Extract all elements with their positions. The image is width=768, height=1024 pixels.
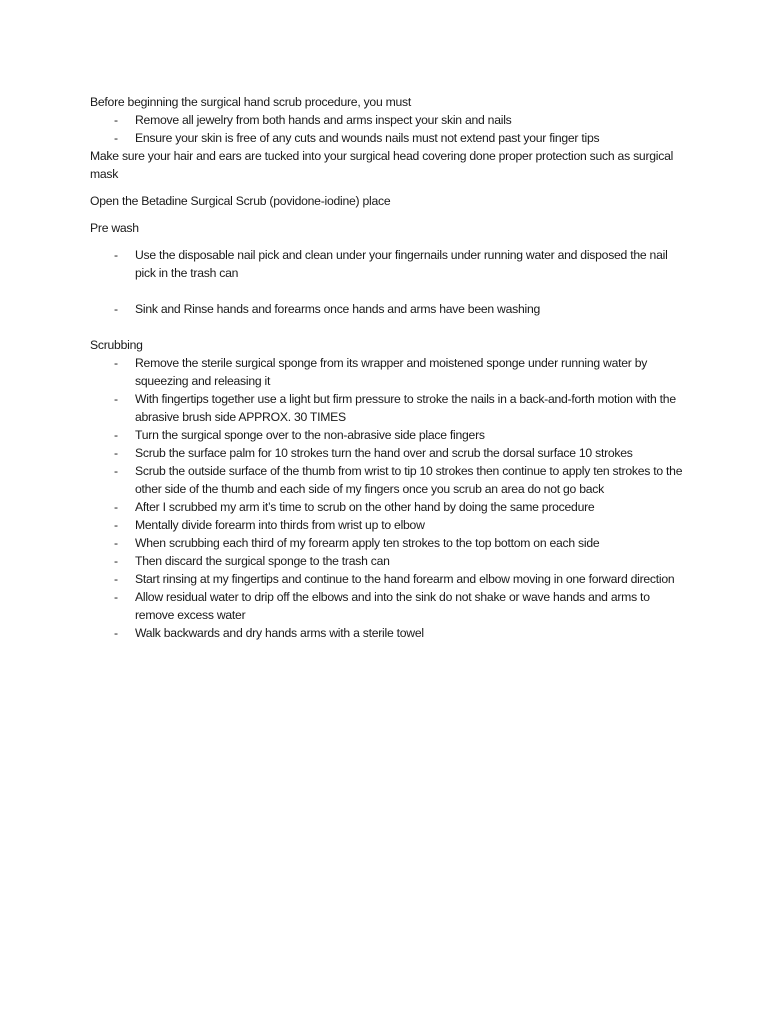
dash-bullet: - [114,554,118,568]
dash-bullet: - [114,113,118,127]
prewash-heading: Pre wash [90,221,139,235]
intro-list [90,111,690,147]
scrubbing-heading: Scrubbing [90,338,143,352]
list-item: - Walk backwards and dry hands arms with a sterile towel [114,626,424,640]
list-item: - Ensure your skin is free of any cuts and wounds nails must not extend past your finger tips [114,131,600,145]
list-item: - After I scrubbed my arm it’s time to scrub on the other hand by doing the same procedure [114,500,595,514]
dash-bullet: - [114,446,118,460]
list-item: - Allow residual water to drip off the elbows and into the sink do not shake or wave hands and arms to remove excess water [114,590,650,622]
list-item: - Remove the sterile surgical sponge from its wrapper and moistened sponge under running water by squeezing and releasing it [114,356,648,388]
intro-text: Before beginning the surgical hand scrub procedure, you must [90,95,412,109]
dash-bullet: - [114,500,118,514]
dash-bullet: - [114,392,118,406]
dash-bullet: - [114,131,118,145]
dash-bullet: - [114,428,118,442]
list-item: - Turn the surgical sponge over to the non-abrasive side place fingers [114,428,485,442]
list-item: - Remove all jewelry from both hands and arms inspect your skin and nails [114,113,512,127]
list-item: - Start rinsing at my fingertips and continue to the hand forearm and elbow moving in one forward direction [114,572,675,586]
dash-bullet: - [114,302,118,316]
dash-bullet: - [114,356,118,370]
prewash-list [90,246,690,318]
list-item: - Then discard the surgical sponge to the trash can [114,554,390,568]
dash-bullet: - [114,464,118,478]
list-item: - Scrub the surface palm for 10 strokes turn the hand over and scrub the dorsal surface 10 strokes [114,446,633,460]
dash-bullet: - [114,536,118,550]
dash-bullet: - [114,626,118,640]
list-item: - Use the disposable nail pick and clean under your fingernails under running water and disposed the nail pick in the trash can [114,248,668,280]
list-item: - Sink and Rinse hands and forearms once hands and arms have been washing [114,302,541,316]
list-item: - Scrub the outside surface of the thumb from wrist to tip 10 strokes then continue to apply ten strokes to the other side of the thumb and each side of my fingers once you scrub an area do not go back [114,464,683,496]
scrubbing-list [90,354,690,642]
document-page [90,93,690,642]
hair-note: Make sure your hair and ears are tucked into your surgical head covering done proper protection such as surgical mask [90,149,674,181]
dash-bullet: - [114,590,118,604]
list-item: - Mentally divide forearm into thirds from wrist up to elbow [114,518,425,532]
list-item: - When scrubbing each third of my forearm apply ten strokes to the top bottom on each side [114,536,600,550]
dash-bullet: - [114,572,118,586]
dash-bullet: - [114,248,118,262]
open-step: Open the Betadine Surgical Scrub (povidone-iodine) place [90,194,391,208]
dash-bullet: - [114,518,118,532]
list-item: - With fingertips together use a light but firm pressure to stroke the nails in a back-and-forth motion with the abrasive brush side APPROX. 30 TIMES [114,392,676,424]
